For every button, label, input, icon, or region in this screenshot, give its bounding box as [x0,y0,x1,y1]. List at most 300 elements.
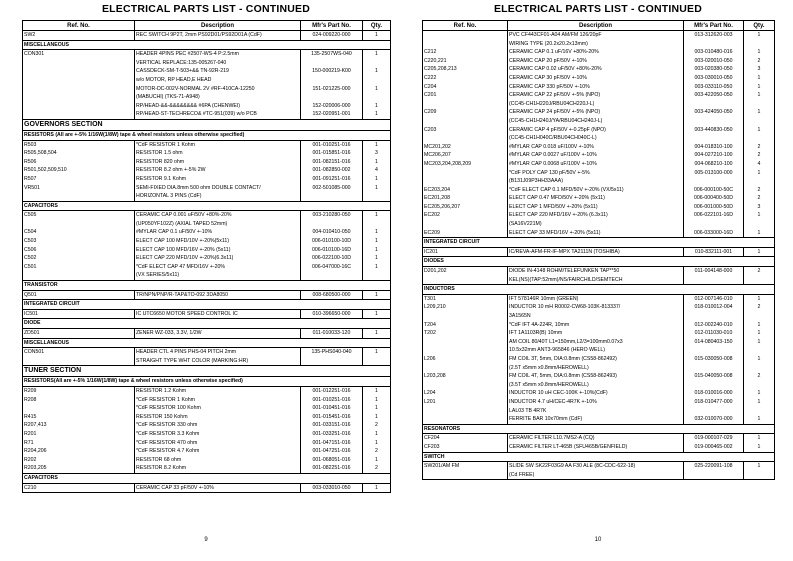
part-no-cell: 002-501085-000 [301,184,363,193]
description-cell: MOTOR-DC-002V-NORMAL 2V #RF-410CA-12250 [135,85,301,94]
table-row [23,413,391,422]
category-label: RESISTORS(All are +-5% 1/16W(1/8W) tape & wheel resistors unless otherwise specified) [23,377,391,387]
qty-cell: 1 [744,389,775,398]
description-cell: *CdF POLY CAP 130 pF/50V +-5% [508,169,684,178]
ref-cell: R201 [23,430,135,439]
qty-cell: 1 [744,415,775,424]
part-no-cell [301,357,363,366]
table-row [423,434,775,443]
ref-cell: C503 [23,237,135,246]
qty-cell: 2 [744,143,775,152]
part-no-cell: 003-030010-050 [684,74,744,83]
ref-cell: R202 [23,456,135,465]
table-row [423,211,775,220]
ref-cell [23,357,135,366]
part-no-cell [301,192,363,201]
table-row [23,464,391,473]
table-row [23,421,391,430]
description-cell: CERAMIC CAP 4 pF/50V +-0.25pF (NPO) [508,126,684,135]
ref-cell [423,169,508,178]
category-label: RESONATORS [423,424,775,434]
ref-cell: R506 [23,158,135,167]
category-label: RESISTORS (All are +-5% 1/16W(1/8W) tape & wheel resistors unless otherwise specified) [23,130,391,140]
parts-table [22,20,391,493]
part-no-cell [684,220,744,229]
description-cell: *CdF RESISTOR 4.7 Kohm [135,447,301,456]
qty-cell: 1 [363,158,391,167]
qty-cell: 1 [744,108,775,117]
col-qty: Qty. [744,21,775,31]
qty-cell [363,76,391,85]
table-row [423,321,775,330]
part-no-cell: 032-010070-000 [684,415,744,424]
ref-cell: R71 [23,439,135,448]
description-cell: INDUCTOR 4.7 uH/CEC-4R7K +-10% [508,398,684,407]
ref-cell: EC209 [423,229,508,238]
category-row [23,473,391,483]
description-cell: *CdF IFT 4A-224R, 10mm [508,321,684,330]
part-no-cell: 004-068210-100 [684,160,744,169]
description-cell: #MYLAR CAP 0.0068 uF/100V +-10% [508,160,684,169]
part-no-cell: 004-018310-100 [684,143,744,152]
part-no-cell [684,100,744,109]
description-cell: IFT 1A1103R(B) 10mm [508,329,684,338]
category-row [423,452,775,462]
table-row [23,228,391,237]
description-cell: ELECT CAP 1 MFD/50V +-20% (5x11) [508,203,684,212]
description-cell: #MYLAR CAP 0.0027 uF/100V +-10% [508,151,684,160]
col-description: Description [508,21,684,31]
table-row [423,194,775,203]
table-row [23,348,391,357]
description-cell: *CdF RESISTOR 1 Kohm [135,140,301,149]
description-cell: (B131J09P3HH33AAA) [508,177,684,186]
qty-cell: 1 [744,48,775,57]
table-row [423,462,775,471]
part-no-cell: 151-021225-000 [301,85,363,94]
table-row-continuation [23,85,391,94]
part-no-cell [684,364,744,373]
category-label: TUNER SECTION [23,366,391,377]
qty-cell: 1 [363,31,391,41]
description-cell: LAL03 TB 4R7K [508,407,684,416]
ref-cell [423,276,508,285]
category-row [23,377,391,387]
page-title: ELECTRICAL PARTS LIST - CONTINUED [493,3,703,15]
description-cell: RESISTOR 1.2 Kohm [135,386,301,395]
description-cell: AM COIL 80/40T L1=150mm,L2/3=100mm0.07x3 [508,338,684,347]
category-row [23,40,391,50]
table-row [423,443,775,452]
table-row-continuation [23,110,391,119]
part-no-cell: 001-033151-016 [301,421,363,430]
ref-cell [23,59,135,68]
table-row-continuation [423,338,775,347]
description-cell: ELECT CAP 0.47 MFD/50V +-20% (5x11) [508,194,684,203]
description-cell: STRAIGHT TYPE WHT COLOR (MARKING:HR) [135,357,301,366]
table-row [423,143,775,152]
qty-cell: 1 [363,456,391,465]
part-no-cell: 006-010100-10D [301,237,363,246]
description-cell: RESISTOR 9.1 Kohm [135,175,301,184]
table-row [23,31,391,41]
parts-table [422,20,775,480]
table-row-continuation [423,312,775,321]
qty-cell: 1 [363,404,391,413]
description-cell: w/o MOTOR, RP HEAD,E HEAD [135,76,301,85]
table-row [23,309,391,319]
part-no-cell: 005-013100-000 [684,169,744,178]
description-cell: RESISTOR 8.2 ohm +-5% 2W [135,166,301,175]
qty-cell: 1 [363,175,391,184]
qty-cell: 1 [363,263,391,272]
part-no-cell: 012-007146-010 [684,294,744,303]
description-cell: (CC45-CH1H040C/RBU04CH040C-L) [508,134,684,143]
description-cell: RESISTOR 150 Kohm [135,413,301,422]
table-row [423,91,775,100]
part-no-cell: 006-022101-16D [684,211,744,220]
description-cell: RESISTOR 820 ohm [135,158,301,167]
qty-cell: 1 [744,338,775,347]
part-no-cell: 001-010451-016 [301,404,363,413]
part-no-cell: 006-047000-16C [301,263,363,272]
part-no-cell [684,134,744,143]
ref-cell: ZD501 [23,329,135,339]
ref-cell: IC201 [423,247,508,257]
part-no-cell: 003-033010-050 [301,483,363,493]
qty-cell [744,220,775,229]
description-cell: *CdF RESISTOR 470 ohm [135,439,301,448]
ref-cell: T204 [423,321,508,330]
table-row-continuation [423,134,775,143]
description-cell: (CC45-CH1H220J/RBU04CH220J-L) [508,100,684,109]
qty-cell [363,192,391,201]
ref-cell [423,312,508,321]
table-row [423,57,775,66]
part-no-cell: 006-000400-50D [684,194,744,203]
ref-cell: R203,205 [23,464,135,473]
description-cell: CERAMIC FILTER LT-465B (SFU465B/GENFIELD) [508,443,684,452]
table-row [23,456,391,465]
part-no-cell: 001-068051-016 [301,456,363,465]
qty-cell: 4 [363,166,391,175]
col-ref: Ref. No. [23,21,135,31]
category-row [23,281,391,291]
qty-cell: 4 [744,160,775,169]
qty-cell: 2 [363,421,391,430]
ref-cell: VR501 [23,184,135,193]
part-no-cell: 135-PHS040-040 [301,348,363,357]
description-cell: ZENER WZ-033, 3.3V, 1/2W [135,329,301,339]
table-row [23,483,391,493]
qty-cell [363,220,391,229]
qty-cell [744,312,775,321]
ref-cell [423,40,508,49]
qty-cell: 1 [363,184,391,193]
table-row [23,246,391,255]
qty-cell [744,134,775,143]
part-no-cell [684,117,744,126]
part-no-cell: 006-001000-50D [684,203,744,212]
description-cell: IC UTC6650 MOTOR SPEED CONTROL IC [135,309,301,319]
qty-cell: 1 [744,247,775,257]
qty-cell: 1 [744,229,775,238]
description-cell: ELECT CAP 100 MFD/16V +-20% (5x11) [135,246,301,255]
description-cell: (VX SERIES/5x11) [135,271,301,280]
ref-cell [423,220,508,229]
part-no-cell: 001-015851-016 [301,149,363,158]
ref-cell: C505 [23,211,135,220]
ref-cell [23,93,135,102]
table-row [23,447,391,456]
part-no-cell: 001-082850-002 [301,166,363,175]
part-no-cell: 012-011030-010 [684,329,744,338]
table-row-continuation [23,192,391,201]
table-row-continuation [423,346,775,355]
ref-cell: R505,508,504 [23,149,135,158]
qty-cell: 2 [744,151,775,160]
part-no-cell: 019-000465-002 [684,443,744,452]
page-number: 10 [594,537,602,543]
table-row [423,160,775,169]
table-row [23,263,391,272]
ref-cell [423,31,508,40]
qty-cell: 1 [744,83,775,92]
part-no-cell [684,381,744,390]
part-no-cell: 001-082151-016 [301,158,363,167]
description-cell: #MYLAR CAP 0.018 uF/100V +-10% [508,143,684,152]
table-row-continuation [23,271,391,280]
table-row [23,329,391,339]
part-no-cell: 018-010016-000 [684,389,744,398]
table-row [423,108,775,117]
qty-cell: 3 [744,203,775,212]
qty-cell: 1 [744,169,775,178]
table-row [423,186,775,195]
table-row [23,184,391,193]
qty-cell [744,117,775,126]
description-cell: DIODE IN-4148 ROHM/TELEFUNKEN TAP**50 [508,267,684,276]
table-row [423,126,775,135]
ref-cell: C205,208,213 [423,65,508,74]
table-row-continuation [423,177,775,186]
category-label: MISCELLANEOUS [23,338,391,348]
category-label: TRANSISTOR [23,281,391,291]
qty-cell: 1 [744,91,775,100]
table-row [423,294,775,303]
ref-cell: CON301 [23,50,135,59]
description-cell: (2.5T x5mm x0.8mm/HEROWELL) [508,364,684,373]
qty-cell: 1 [363,329,391,339]
table-row [23,211,391,220]
section-title-row [23,366,391,377]
table-row [423,267,775,276]
part-no-cell: 019-000107-029 [684,434,744,443]
ref-cell: C204 [423,83,508,92]
table-row [423,151,775,160]
qty-cell [363,357,391,366]
ref-cell [423,415,508,424]
description-cell: HORIZONTAL 3 PINS (CdF) [135,192,301,201]
qty-cell [744,100,775,109]
qty-cell: 1 [744,31,775,40]
description-cell: WIRING TYPE (20.2x20.2x13mm) [508,40,684,49]
ref-cell: MC206,207 [423,151,508,160]
category-row [23,130,391,140]
ref-cell: R503 [23,140,135,149]
description-cell: *CdF RESISTOR 3.3 Kohm [135,430,301,439]
qty-cell: 1 [363,413,391,422]
part-no-cell [684,471,744,480]
part-no-cell [684,312,744,321]
description-cell: INDUCTOR 10 uH CEC-100K +-10%(CdF) [508,389,684,398]
ref-cell [23,110,135,119]
ref-cell: C212 [423,48,508,57]
table-row-continuation [23,357,391,366]
qty-cell: 1 [363,110,391,119]
table-row-continuation [423,381,775,390]
description-cell: HEADER CTL 4 PINS PHS-04 PITCH 2mm [135,348,301,357]
description-cell: *CdF RESISTOR 330 ohm [135,421,301,430]
description-cell: CERAMIC CAP 20 pF/50V +-10% [508,57,684,66]
qty-cell [744,471,775,480]
qty-cell: 2 [744,267,775,276]
table-row-continuation [423,471,775,480]
ref-cell: EC201,208 [423,194,508,203]
table-row [423,372,775,381]
qty-cell: 1 [744,434,775,443]
ref-cell: SW2 [23,31,135,41]
qty-cell: 1 [363,102,391,111]
table-row [23,396,391,405]
part-no-cell [301,93,363,102]
description-cell: RP/HEAD-&&-&&&&&&&& #6PA (CHENWEI) [135,102,301,111]
category-label: CAPACITORS [23,473,391,483]
category-row [423,424,775,434]
qty-cell [744,364,775,373]
part-no-cell: 006-033000-16D [684,229,744,238]
description-cell: CERAMIC CAP 0.1 uF/16V +80%-20% [508,48,684,57]
qty-cell: 1 [363,439,391,448]
ref-cell: CON501 [23,348,135,357]
description-cell: CERAMIC FILTER L10.7MS2-A (CQ) [508,434,684,443]
qty-cell: 2 [744,194,775,203]
ref-cell: C210 [23,483,135,493]
qty-cell: 1 [744,74,775,83]
table-row-continuation [423,364,775,373]
table-row-continuation [23,404,391,413]
table-row [423,303,775,312]
part-no-cell: 006-000100-50C [684,186,744,195]
description-cell: ELECT CAP 100 MFD/10V +-20%(5x11) [135,237,301,246]
table-row [423,389,775,398]
part-no-cell [301,59,363,68]
part-no-cell: 015-030050-008 [684,355,744,364]
qty-cell [363,93,391,102]
ref-cell [423,117,508,126]
ref-cell: R204,206 [23,447,135,456]
qty-cell: 1 [744,321,775,330]
part-no-cell: 001-015451-016 [301,413,363,422]
ref-cell [23,85,135,94]
part-no-cell [684,346,744,355]
ref-cell [23,220,135,229]
qty-cell: 2 [744,372,775,381]
part-no-cell [301,76,363,85]
ref-cell: C220,221 [423,57,508,66]
category-label: GOVERNORS SECTION [23,119,391,130]
part-no-cell: 001-082251-016 [301,464,363,473]
part-no-cell: 003-020010-050 [684,57,744,66]
table-row [423,83,775,92]
description-cell: *CdF ELECT CAP 0.1 MFD/50V +-20% (VX/5x11) [508,186,684,195]
ref-cell: C502 [23,254,135,263]
part-no-cell: 003-424050-050 [684,108,744,117]
table-row-continuation [423,276,775,285]
qty-cell: 1 [744,126,775,135]
category-label: INDUCTORS [423,285,775,295]
description-cell: HEADER 4PINS PEC #2507-WS-4 P:2.5mm [135,50,301,59]
table-row-continuation [423,40,775,49]
part-no-cell: 011-010033-120 [301,329,363,339]
qty-cell: 1 [363,228,391,237]
ref-cell: EC203,204 [423,186,508,195]
part-no-cell: 001-010251-016 [301,140,363,149]
ref-cell [23,76,135,85]
table-row [23,166,391,175]
part-no-cell: 003-422050-050 [684,91,744,100]
part-no-cell: 014-080403-150 [684,338,744,347]
part-no-cell: 018-010477-000 [684,398,744,407]
qty-cell: 1 [363,483,391,493]
table-row-continuation [423,220,775,229]
col-part-no: Mfr's Part No. [301,21,363,31]
part-no-cell [301,220,363,229]
ref-cell [23,67,135,76]
qty-cell: 1 [744,355,775,364]
table-row [423,31,775,40]
part-no-cell: 003-010480-016 [684,48,744,57]
part-no-cell: 024-009220-000 [301,31,363,41]
description-cell: RESISTOR 1.5 ohm [135,149,301,158]
part-no-cell: 015-040050-008 [684,372,744,381]
ref-cell [423,381,508,390]
category-row [23,319,391,329]
table-row [423,48,775,57]
part-no-cell: 013-312620-003 [684,31,744,40]
description-cell: CERAMIC CAP 33 pF/50V +-10% [135,483,301,493]
description-cell: TR/NPN/PNP/R-TAP&TO-092 3DA8050 [135,290,301,300]
ref-cell: EC205,206,207 [423,203,508,212]
ref-cell [23,192,135,201]
category-row [23,338,391,348]
ref-cell: CF204 [423,434,508,443]
description-cell: *CdF ELECT CAP 47 MFD/16V +-20% [135,263,301,272]
description-cell: SEMI-FIXED DIA.8mm 500 ohm DOUBLE CONTACT/ [135,184,301,193]
qty-cell: 1 [363,348,391,357]
description-cell: (3.5T x5mm x0.8mm/HEROWELL) [508,381,684,390]
qty-cell: 2 [363,447,391,456]
category-label: SWITCH [423,452,775,462]
description-cell: REC SWITCH 9P2T, 2mm PS92D01/PS92D01A (CdF) [135,31,301,41]
qty-cell: 2 [363,464,391,473]
qty-cell: 3 [744,65,775,74]
category-label: INTEGRATED CIRCUIT [23,300,391,310]
ref-cell [423,346,508,355]
part-no-cell: 011-004148-000 [684,267,744,276]
ref-cell: L201 [423,398,508,407]
table-row [23,158,391,167]
